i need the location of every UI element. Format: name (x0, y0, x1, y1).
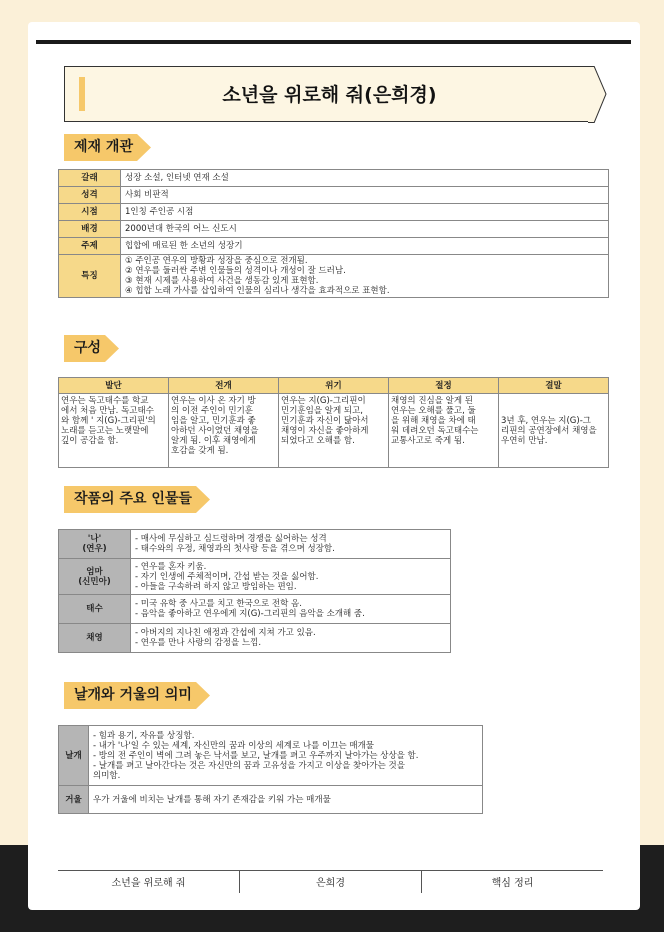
structure-cell-line: 의 이전 주인이 민기훈 (171, 406, 254, 416)
character-desc-line: - 미국 유학 중 사고를 치고 한국으로 전학 옴. (135, 599, 302, 609)
wings-row (59, 726, 483, 786)
title-banner (64, 66, 594, 122)
structure-cell-line: 호감을 갖게 됨. (171, 446, 229, 456)
overview-value-line: ① 주인공 연우의 방황과 성장을 중심으로 전개됨. (125, 256, 308, 266)
structure-cell-line: 연우는 지(G)-그리핀이 (281, 396, 366, 406)
structure-cell-line: 알게 됨. 이후 채영에게 (171, 436, 256, 446)
page-footer (58, 870, 603, 892)
overview-label: 성격 (59, 187, 121, 204)
wings-desc-line: - 방의 전 주인이 벽에 그려 놓은 낙서를 보고, 날개를 펴고 우주까지 날아가는 상상을 함. (93, 750, 419, 761)
overview-row (59, 204, 609, 221)
character-row (59, 624, 451, 653)
character-desc (131, 595, 451, 624)
structure-cell-line: 교통사고로 죽게 됨. (391, 436, 465, 446)
structure-cell (499, 394, 609, 468)
character-name-line: (신민아) (78, 576, 111, 587)
overview-label: 주제 (59, 238, 121, 255)
structure-cell-line: 연우는 이사 온 자기 방 (171, 396, 256, 406)
section-header-overview: 제재 개관 (64, 134, 151, 161)
overview-label: 특징 (59, 255, 121, 298)
structure-cell-line: 연우는 오해를 풀고, 둘 (391, 406, 476, 416)
structure-cell-line: 아하던 사이였던 채영을 (171, 426, 259, 436)
structure-cell-line: 민기훈과 자신이 닮아서 (281, 416, 369, 426)
character-name (59, 624, 131, 653)
overview-value-line: 사회 비판적 (125, 190, 169, 200)
wings-desc (89, 786, 483, 814)
structure-cell-line: 민기훈임을 알게 되고, (281, 406, 364, 416)
structure-cell-line: 우연히 만남. (501, 435, 548, 446)
document-page (28, 22, 640, 910)
wings-desc-line: - 힘과 용기, 자유를 상징함. (93, 730, 195, 741)
structure-cell-line: 깊이 공감을 함. (61, 436, 119, 446)
character-desc-line: - 연우를 혼자 키움. (135, 561, 207, 572)
character-desc-line: - 태수와의 우정, 채영과의 첫사랑 등을 겪으며 성장함. (135, 544, 335, 554)
character-desc (131, 530, 451, 559)
structure-cell-line: 리핀의 공연장에서 채영을 (501, 425, 597, 436)
overview-row (59, 255, 609, 298)
structure-cell-line: 을 위해 채영을 차에 태 (391, 416, 476, 426)
structure-cell (279, 394, 389, 468)
title-banner-notch (588, 66, 614, 123)
overview-value-line: 1인칭 주인공 시점 (125, 207, 194, 217)
overview-value (121, 204, 609, 221)
characters-table (58, 529, 451, 653)
overview-value-line: ③ 현재 시제를 사용하여 사건을 생동감 있게 표현함. (125, 276, 319, 286)
structure-cell (59, 394, 169, 468)
character-name-line: 채영 (86, 633, 103, 643)
character-desc-line: - 자기 인생에 주체적이며, 간섭 받는 것을 싫어함. (135, 571, 319, 582)
structure-cell-line: 노래를 듣고는 노랫말에 (61, 426, 149, 436)
structure-cell (169, 394, 279, 468)
structure-cell-line: 채영의 진심을 알게 된 (391, 396, 474, 406)
structure-cell-line: 에서 처음 만남. 독고태수 (61, 406, 154, 416)
character-desc (131, 559, 451, 595)
character-row (59, 595, 451, 624)
overview-row (59, 238, 609, 255)
structure-cell-line: 워 데려오던 독고태수는 (391, 426, 479, 436)
character-desc (131, 624, 451, 653)
overview-label: 갈래 (59, 170, 121, 187)
footer-author: 은희경 (316, 878, 345, 889)
overview-value (121, 170, 609, 187)
character-desc-line: - 음악을 좋아하고 연우에게 지(G)-그리핀의 음악을 소개해 줌. (135, 609, 365, 619)
character-name-line: (연우) (82, 544, 107, 554)
structure-cell-line: 임을 알고, 민기훈과 좋 (171, 416, 256, 426)
wings-label: 거울 (59, 786, 89, 814)
wings-table (58, 725, 483, 814)
overview-value-line: 2000년대 한국의 어느 신도시 (125, 224, 237, 234)
character-desc-line: - 연우를 만나 사랑의 감정을 느낌. (135, 638, 262, 648)
wings-row (59, 786, 483, 814)
structure-cell-line: 3년 후, 연우는 지(G)-그 (501, 415, 591, 426)
wings-desc-line: 우가 거울에 비치는 날개를 통해 자기 존재감을 키워 가는 매개물 (93, 794, 331, 805)
overview-value (121, 187, 609, 204)
character-name-line: 태수 (86, 604, 103, 614)
wings-desc-line: 의미함. (93, 770, 121, 781)
character-name (59, 530, 131, 559)
overview-value (121, 255, 609, 298)
structure-header: 발단 (59, 378, 169, 394)
structure-header: 위기 (279, 378, 389, 394)
structure-header: 절정 (389, 378, 499, 394)
section-tip (105, 335, 119, 362)
overview-value (121, 238, 609, 255)
page-title: 소년을 위로해 줘(은희경) (222, 84, 437, 106)
overview-row (59, 187, 609, 204)
wings-label: 날개 (59, 726, 89, 786)
overview-label: 배경 (59, 221, 121, 238)
wings-desc-line: - 날개를 펴고 날아간다는 것은 자신만의 꿈과 고유성을 가지고 이상을 찾아가는 것을 (93, 760, 405, 771)
structure-cell-line: 연우는 독고태수를 학교 (61, 396, 149, 406)
overview-value (121, 221, 609, 238)
structure-cell (389, 394, 499, 468)
footer-title: 소년을 위로해 줘 (111, 878, 186, 889)
structure-cell-line: 와 함께 ' 지(G)-그리핀'의 (61, 416, 156, 426)
structure-table (58, 377, 609, 468)
section-tip (196, 682, 210, 709)
overview-label: 시점 (59, 204, 121, 221)
overview-value-line: 성장 소설, 인터넷 연재 소설 (125, 173, 229, 183)
overview-value-line: 힙합에 매료된 한 소년의 성장기 (125, 241, 243, 251)
character-desc-line: - 아들을 구속하려 하지 않고 방임하는 편임. (135, 581, 297, 592)
structure-cell-line: 되었다고 오해를 함. (281, 436, 355, 446)
section-header-structure: 구성 (64, 335, 119, 362)
character-name (59, 595, 131, 624)
wings-desc (89, 726, 483, 786)
section-tip (196, 486, 210, 513)
footer-section: 핵심 정리 (491, 878, 534, 889)
section-tip (137, 134, 151, 161)
character-desc-line: - 매사에 무심하고 심드렁하며 경쟁을 싫어하는 성격 (135, 534, 327, 544)
structure-header: 결말 (499, 378, 609, 394)
character-name-line: '나' (87, 534, 102, 544)
section-header-characters: 작품의 주요 인물들 (64, 486, 210, 513)
overview-table (58, 169, 609, 298)
character-row (59, 559, 451, 595)
section-header-wings: 날개와 거울의 의미 (64, 682, 210, 709)
overview-value-line: ② 연우를 둘러싼 주변 인물들의 성격이나 개성이 잘 드러남. (125, 266, 346, 276)
structure-header: 전개 (169, 378, 279, 394)
wings-desc-line: - 내가 '나'일 수 있는 세계, 자신만의 꿈과 이상의 세계로 나를 이끄는 매개물 (93, 740, 374, 751)
character-desc-line: - 아버지의 지나친 애정과 간섭에 지쳐 가고 있음. (135, 628, 316, 638)
character-name-line: 엄마 (86, 566, 103, 577)
structure-cell-line: 채영이 자신을 좋아하게 (281, 426, 369, 436)
overview-value-line: ④ 힙합 노래 가사를 삽입하여 인물의 심리나 생각을 효과적으로 표현함. (125, 286, 390, 296)
character-name (59, 559, 131, 595)
overview-row (59, 221, 609, 238)
overview-row (59, 170, 609, 187)
top-rule (36, 40, 631, 44)
character-row (59, 530, 451, 559)
